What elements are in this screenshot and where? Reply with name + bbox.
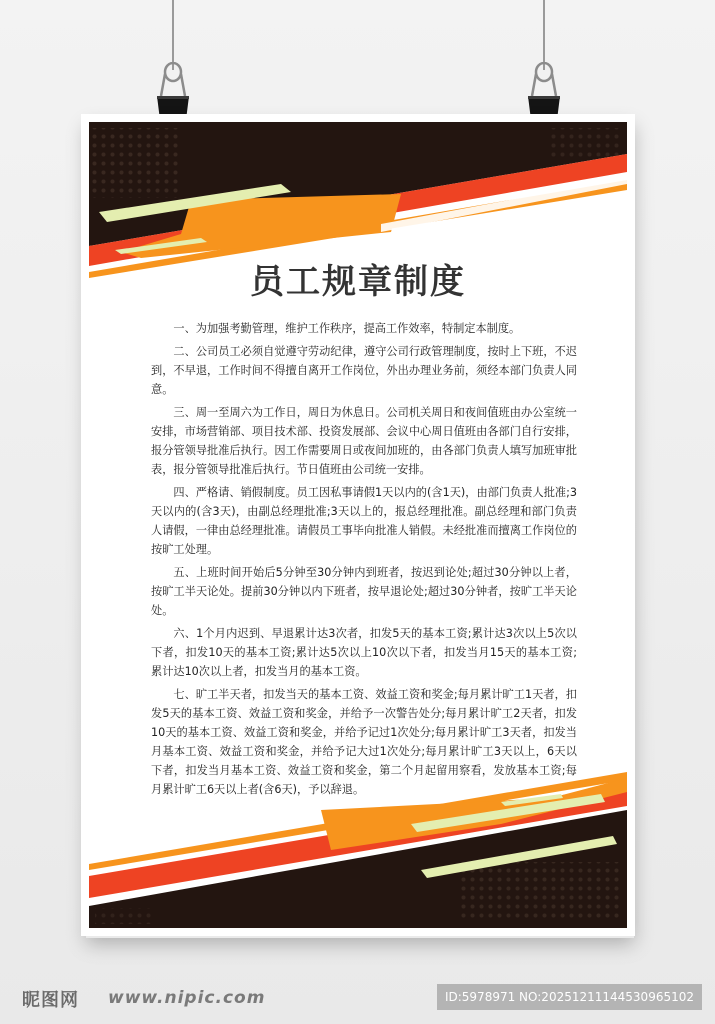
watermark-footer: [0, 978, 715, 1024]
binder-clip-icon: [153, 62, 193, 122]
bottom-decoration: [81, 758, 635, 936]
poster-title: 员工规章制度: [250, 262, 466, 302]
rule-paragraph-1: 一、为加强考勤管理，维护工作秩序，提高工作效率，特制定本制度。: [173, 322, 521, 335]
rules-content: [151, 319, 577, 803]
hanging-wire-right: [543, 0, 545, 70]
rule-paragraph-5: 五、上班时间开始后5分钟至30分钟内到班者，按迟到论处;超过30分钟以上者，按旷工半天论处。提前30分钟以内下班者，按早退论处;超过30分钟者，按旷工半天论处。: [151, 566, 577, 617]
hanging-wire-left: [172, 0, 174, 70]
rule-paragraph-2: 二、公司员工必须自觉遵守劳动纪律，遵守公司行政管理制度，按时上下班，不迟到，不早退，工作时间不得擅自离开工作岗位，外出办理业务前，须经本部门负责人同意。: [151, 345, 577, 396]
watermark-brand: 昵图网: [22, 990, 79, 1011]
rule-paragraph-3: 三、周一至周六为工作日，周日为休息日。公司机关周日和夜间值班由办公室统一安排，市场营销部、项目技术部、投资发展部、会议中心周日值班由各部门自行安排，报分管领导批准后执行。因工作需要周日或夜间加班的，由各部门负责人填写加班审批表，报分管领导批准后执行。节日值班由公司统一安排。: [151, 406, 577, 476]
rule-paragraph-4: 四、严格请、销假制度。员工因私事请假1天以内的(含1天)，由部门负责人批准;3天以内的(含3天)，由副总经理批准;3天以上的，报总经理批准。副总经理和部门负责人请假，一律由总经理批准。请假员工事毕向批准人销假。未经批准而擅离工作岗位的按旷工处理。: [151, 486, 577, 556]
watermark-site: www.nipic.com: [108, 988, 266, 1008]
watermark-id: ID:5978971 NO:20251211144530965102: [437, 984, 702, 1010]
rule-paragraph-6: 六、1个月内迟到、早退累计达3次者，扣发5天的基本工资;累计达3次以上5次以下者，扣发10天的基本工资;累计达5次以上10次以下者，扣发当月15天的基本工资;累计达10次以上者，扣发当月的基本工资。: [151, 627, 577, 678]
rule-paragraph-7: 七、旷工半天者，扣发当天的基本工资、效益工资和奖金;每月累计旷工1天者，扣发5天的基本工资、效益工资和奖金，并给予一次警告处分;每月累计旷工2天者，扣发10天的基本工资、效益工资和奖金，并给予记过1次处分;每月累计旷工3天者，扣发当月基本工资、效益工资和奖金，并给予记大过1次处分;每月累计旷工3天以上，6天以下者，扣发当月基本工资、效益工资和奖金，第二个月起留用察看，发放基本工资;每月累计旷工6天以上者(含6天)，予以辞退。: [151, 688, 577, 796]
poster: [81, 114, 635, 936]
binder-clip-icon: [524, 62, 564, 122]
